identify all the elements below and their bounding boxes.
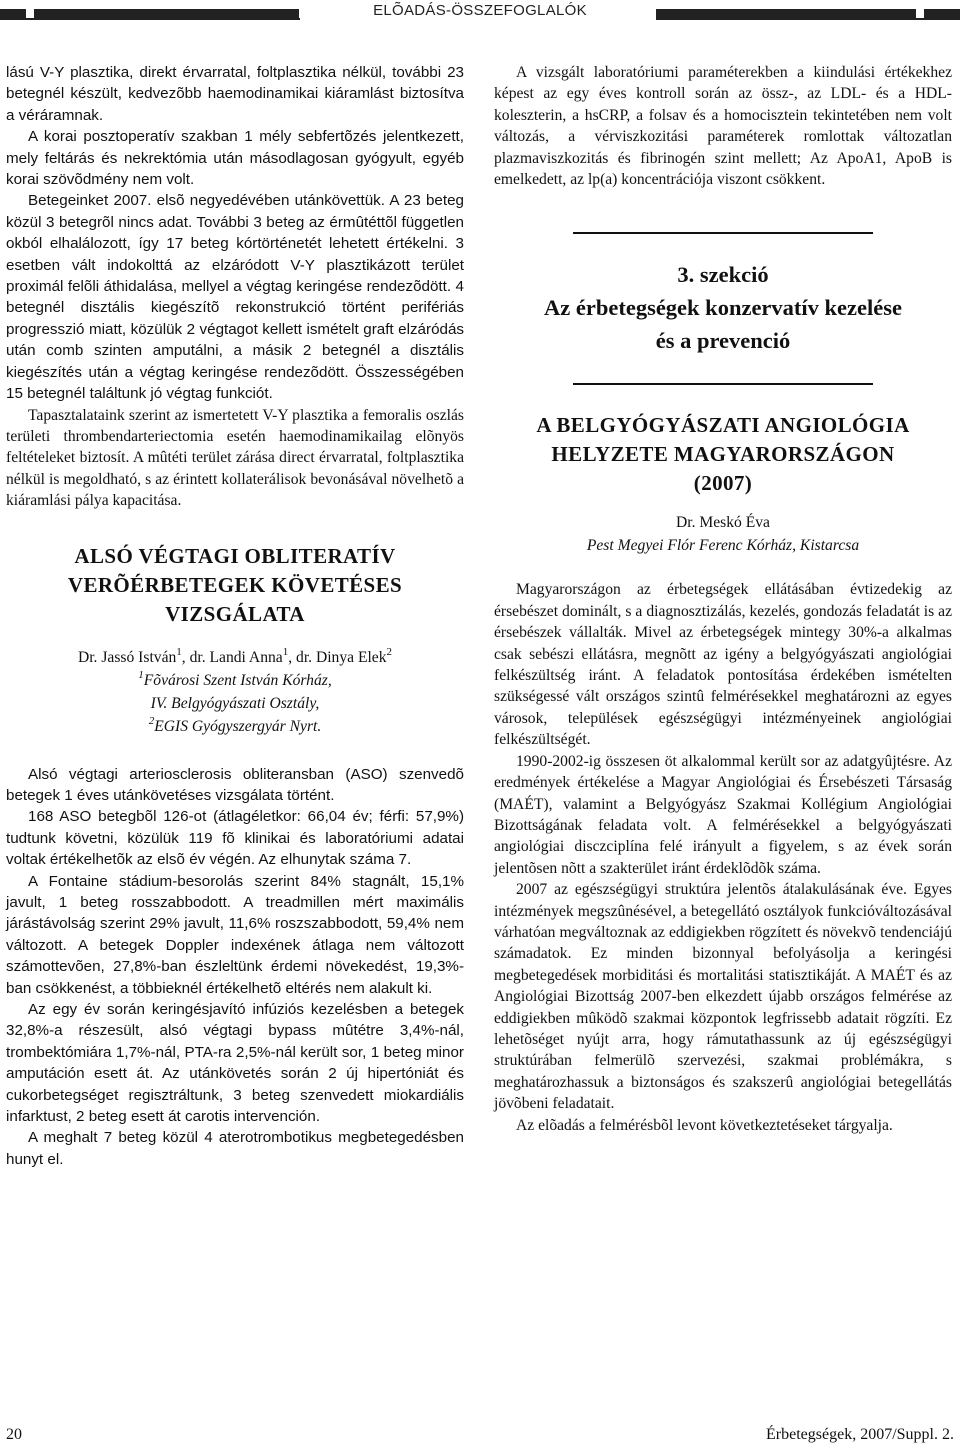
section-title-line: Az érbetegségek konzervatív kezelése [544,295,902,321]
page-number: 20 [6,1426,22,1443]
section-title-line: és a prevenció [655,328,791,354]
left-column [6,62,464,1170]
authors: Dr. Jassó István$^1$, dr. Landi Anna$^1$, dr. Dinya Elek$^2$ [77,645,393,666]
article-title-line: (2007) [693,471,753,496]
paragraph: A Fontaine stádium-besorolás szerint 84% stagnált, 15,1% javult, 1 beteg rosszabbodott. A treadmillen mért maximális járástávolság szerint 29% javult, 11,6% roszszabbodott, 59,4% nem változott. A betegek Doppler indexének átlaga nem változott számottevõen, 27,8%-ban észleltünk érdemi növekedést, 19,3%-ban csökkenést, a többieknél értékelhetõ eltérés nem alakult ki. [6,872,464,997]
author: Dr. Meskó Éva [676,514,770,532]
paragraph: Az egy év során keringésjavító infúziós kezelésben a betegek 32,8%-a részesült, alsó végtagi bypass mûtétre 3,4%-nál, trombektómiára 1,7%-nál, PTA-ra 2,5%-nál került sor, 1 beteg minor amputáción esett át. Az utánkövetés során 2 új hipertóniát és cukorbetegséget regisztráltunk, 3 beteg szenvedett miokardiális infarktust, 2 beteg esett át carotis intervención. [6,1001,464,1126]
paragraph: Az elõadás a felmérésbõl levont következtetéseket tárgyalja. [516,1116,893,1134]
section-number: 3. szekció [677,262,769,288]
header-title: ELÕADÁS-ÖSSZEFOGLALÓK [373,2,587,19]
affiliation-line: IV. Belgyógyászati Osztály, [150,694,320,712]
paragraph: Magyarországon az érbetegségek ellátásában évtizedekig az érsebészet dominált, s a diagnosztizálás, kezelés, gondozás feladatát is az érsebészek vállalták. Mivel az érbetegségek mintegy 30%-a alkalmas csak sebészi ellátásra, megnõtt az igény a belgyógyászati angiológiai felkészültség iránt. A feladatok pontosítása érdekében ismételten szükségessé vált országos szintû felmérésekkel meghatározni az egyes városok, települések egészségügyi intézményeinek angiológiai felkészültségét. [494,581,952,749]
paragraph: Tapasztalataink szerint az ismertetett V-Y plasztika a femoralis oszlás területi thrombendarteriectomia esetén haemodinamikailag elõnyös feltételeket biztosít. A mûtéti terület zárása direct érvarratal, foltplasztika nélkül is megoldható, s az érintett kollaterálisok bevonásával növelhetõ a kiáramlási pálya kapacitása. [6,406,464,510]
paragraph: 2007 az egészségügyi struktúra jelentõs átalakulásának éve. Egyes intézmények megszûnésével, a betegellátó osztályok funkcióváltozásával várhatóan megváltoznak az eddigiekben rögzített és növekvõ tendenciájú számadatok. Ez minden bizonnyal befolyásolja a keringési megbetegedések morbiditási és mortalitási statisztikáját. A MAÉT és az Angiológiai Bizottság 2007-ben elkezdett újabb országos felmérése az eddigiekben mûködõ szakmai központok legfrissebb adatait rögzíti. Ez lehetõséget nyújt arra, hogy rámutathassunk az új egészségügyi struktúrában felmerülõ szervezési, szakmai problémákra, s meghatározhassuk a biztonságos és szakszerû angiológiai betegellátás jövõbeni feladatait. [494,881,952,1113]
article-title-line: HELYZETE MAGYARORSZÁGON [551,442,895,467]
paragraph: Betegeinket 2007. elsõ negyedévében utánkövettük. A 23 beteg közül 3 betegrõl nincs adat. További 3 beteg az érmûtéttõl független okból elhalálozott, így 17 beteg kórtörténetét lehetett értékelni. 3 esetben vált indokolttá az elzáródott V-Y plasztikázott terület proximál felõli áthidalása, mellyel a végtag keringése rendezõdött. 4 betegnél disztális kiegészítõ rekonstrukció történt perifériás progresszió miatt, közülük 2 végtagot kellett ismételt graft elzáródás után comb szinten amputálni, a másik 2 betegnél a disztális kiegészítés után a végtag keringése rendezõdött. Összességében 15 betegnél találtunk jó végtag funkciót. [6,192,464,403]
header-rule-left [0,18,300,20]
affiliation: Pest Megyei Flór Ferenc Kórház, Kistarcsa [586,537,860,555]
paragraph: Alsó végtagi arteriosclerosis obliteransban (ASO) szenvedõ betegek 1 éves utánkövetéses vizsgálata történt. [6,765,464,804]
paragraph: 1990-2002-ig összesen öt alkalommal került sor az adatgyûjtésre. Az eredmények értékelése a Magyar Angiológiai és Érsebészeti Társaság (MAÉT), valamint a Belgyógyász Szakmai Kollégium Angiológiai Bizottságának feladata volt. A felmérésekkel a belgyógyászati angiológiai disczciplína felé irányult a figyelem, s az évek során jelentõsen nõtt a szakterület iránt érdeklõdõk száma. [494,752,952,877]
affiliation-line: $^1$Fõvárosi Szent István Kórház, [138,668,332,689]
header-bar-left-a [0,9,26,18]
article-title-line: VIZSGÁLATA [165,601,305,626]
header-rule-right [656,18,960,20]
article-title-line: ALSÓ VÉGTAGI OBLITERATÍV [74,543,396,568]
header-bar-right-b [924,9,960,18]
paragraph: 168 ASO betegbõl 126-ot (átlagéletkor: 66,04 év; férfi: 57,9%) tudtunk követni, közülük 119 fõ klinikai és laboratóriumi adatai voltak értékelhetõk az elsõ év végén. Az elhunytak száma 7. [6,808,464,869]
journal-citation: Érbetegségek, 2007/Suppl. 2. [766,1426,954,1443]
paragraph: A korai posztoperatív szakban 1 mély sebfertõzés jelentkezett, mely feltárás és nekrektómia után másodlagosan gyógyult, egyéb korai szövõdmény nem volt. [6,128,464,189]
paragraph: A vizsgált laboratóriumi paraméterekben a kiindulási értékekhez képest az egy éves kontroll során az össz-, az LDL- és a HDL-koleszterin, a hsCRP, a folsav és a homocisztein tekintetében nem volt változás, a vérviszkozitási paraméterek romlottak változatlan plazmaviszkozitás és fibrinogén szint mellett; Az ApoA1, ApoB is emelkedett, az lp(a) koncentrációja viszont csökkent. [494,64,952,189]
header-bar-left-b [34,9,299,18]
right-column [494,62,952,1136]
paragraph: A meghalt 7 beteg közül 4 aterotrombotikus megbetegedésben hunyt el. [6,1129,464,1168]
affiliation-line: $^2$EGIS Gyógyszergyár Nyrt. [148,714,322,735]
article-title-line: A BELGYÓGYÁSZATI ANGIOLÓGIA [536,413,910,438]
article-title-line: VERÕÉRBETEGEK KÖVETÉSES [67,572,403,597]
paragraph: lású V-Y plasztika, direkt érvarratal, foltplasztika nélkül, további 23 betegnél készült, kedvezõbb haemodinamikai kiáramlást biztosítva a véráramnak. [6,64,464,124]
header-bar-right-a [656,9,916,18]
